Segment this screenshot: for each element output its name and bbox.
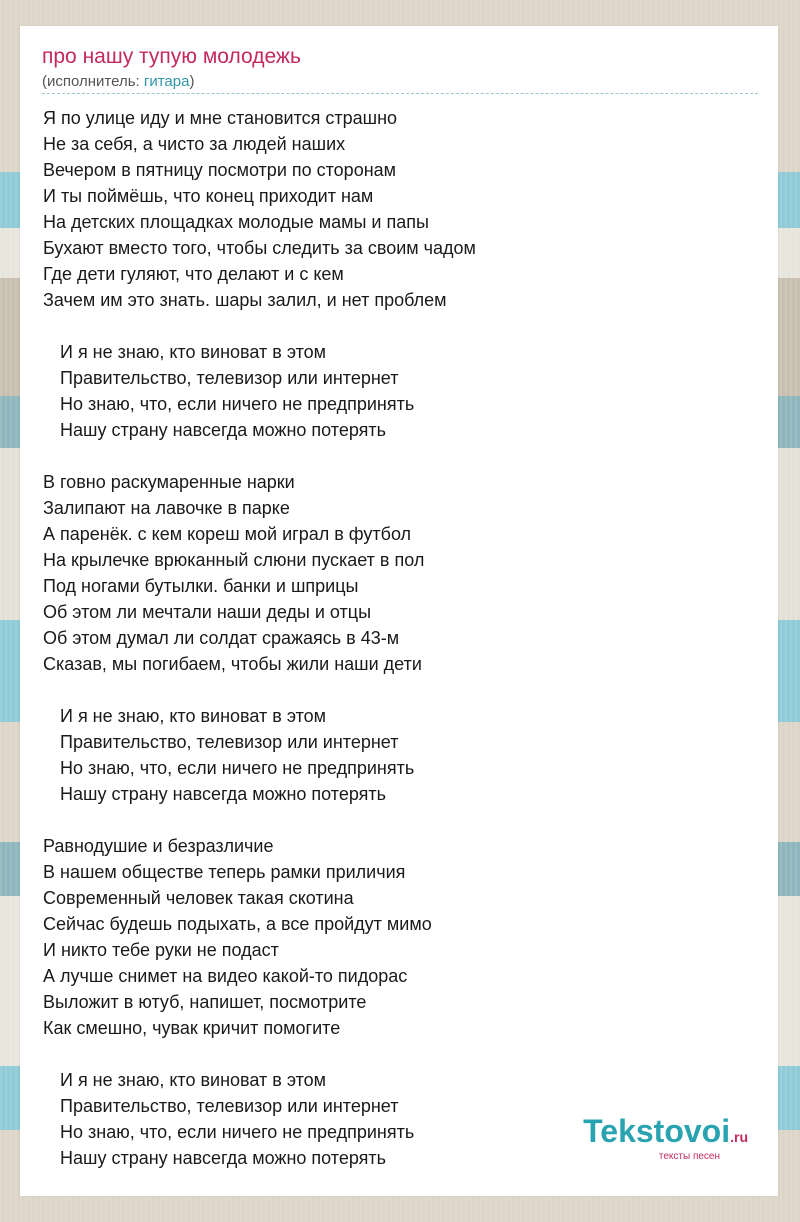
stanza-gap <box>43 1041 763 1067</box>
logo-wordmark <box>583 1115 748 1153</box>
stanza-gap <box>43 807 763 833</box>
artist-link[interactable]: гитара <box>143 73 190 90</box>
stanza-gap <box>43 677 763 703</box>
logo-tagline: тексты песен <box>658 1151 720 1162</box>
lyric-line: Не за себя, а чисто за людей наших <box>43 134 346 154</box>
lyric-line: Равнодушие и безразличие <box>43 836 274 856</box>
stanza-gap <box>43 313 763 339</box>
chorus-line: И я не знаю, кто виноват в этом <box>60 342 327 362</box>
lyric-line: Об этом ли мечтали наши деды и отцы <box>43 602 372 622</box>
lyric-line: На крылечке врюканный слюни пускает в пол <box>43 550 425 570</box>
chorus-line: Но знаю, что, если ничего не предпринять <box>60 758 415 778</box>
lyric-line: А паренёк. с кем кореш мой играл в футбол <box>43 524 412 544</box>
lyric-line: Вечером в пятницу посмотри по сторонам <box>43 160 397 180</box>
lyric-line: Под ногами бутылки. банки и шприцы <box>43 576 359 596</box>
lyric-line: Сейчас будешь подыхать, а все пройдут мимо <box>43 914 432 934</box>
lyric-line: Выложит в ютуб, напишет, посмотрите <box>43 992 367 1012</box>
chorus-line: И я не знаю, кто виноват в этом <box>60 706 327 726</box>
lyric-line: Залипают на лавочке в парке <box>43 498 290 518</box>
lyric-line: Зачем им это знать. шары залил, и нет проблем <box>43 290 447 310</box>
chorus-line: Правительство, телевизор или интернет <box>60 368 399 388</box>
lyric-line: И ты поймёшь, что конец приходит нам <box>43 186 374 206</box>
artist-prefix: (исполнитель: <box>42 73 144 90</box>
lyric-line: Как смешно, чувак кричит помогите <box>43 1018 341 1038</box>
chorus-line: Нашу страну навсегда можно потерять <box>60 1148 387 1168</box>
lyric-line: В нашем обществе теперь рамки приличия <box>43 862 406 882</box>
lyric-line: А лучше снимет на видео какой-то пидорас <box>43 966 408 986</box>
lyrics-body <box>43 105 763 1171</box>
chorus-line: Правительство, телевизор или интернет <box>60 732 399 752</box>
lyric-line: Где дети гуляют, что делают и с кем <box>43 264 344 284</box>
artist-line <box>42 73 194 91</box>
lyric-line: Современный человек такая скотина <box>43 888 354 908</box>
stanza-gap <box>43 443 763 469</box>
chorus-line: Нашу страну навсегда можно потерять <box>60 420 387 440</box>
chorus-line: Но знаю, что, если ничего не предпринять <box>60 394 415 414</box>
lyrics-card <box>20 26 778 1196</box>
lyric-line: На детских площадках молодые мамы и папы <box>43 212 429 232</box>
artist-suffix: ) <box>189 73 195 90</box>
site-logo[interactable] <box>583 1115 748 1162</box>
logo-domain: .ru <box>730 1129 748 1145</box>
lyric-line: Об этом думал ли солдат сражаясь в 43-м <box>43 628 400 648</box>
lyric-line: И никто тебе руки не подаст <box>43 940 279 960</box>
logo-main-text: Tekstovoi <box>583 1113 731 1149</box>
lyric-line: Бухают вместо того, чтобы следить за своим чадом <box>43 238 476 258</box>
chorus-line: Правительство, телевизор или интернет <box>60 1096 399 1116</box>
chorus-line: И я не знаю, кто виноват в этом <box>60 1070 327 1090</box>
song-title: про нашу тупую молодежь <box>42 45 301 68</box>
chorus-line: Но знаю, что, если ничего не предпринять <box>60 1122 415 1142</box>
lyric-line: Я по улице иду и мне становится страшно <box>43 108 398 128</box>
lyric-line: В говно раскумаренные нарки <box>43 472 295 492</box>
lyric-line: Сказав, мы погибаем, чтобы жили наши дети <box>43 654 422 674</box>
chorus-line: Нашу страну навсегда можно потерять <box>60 784 387 804</box>
header-divider <box>42 93 758 94</box>
